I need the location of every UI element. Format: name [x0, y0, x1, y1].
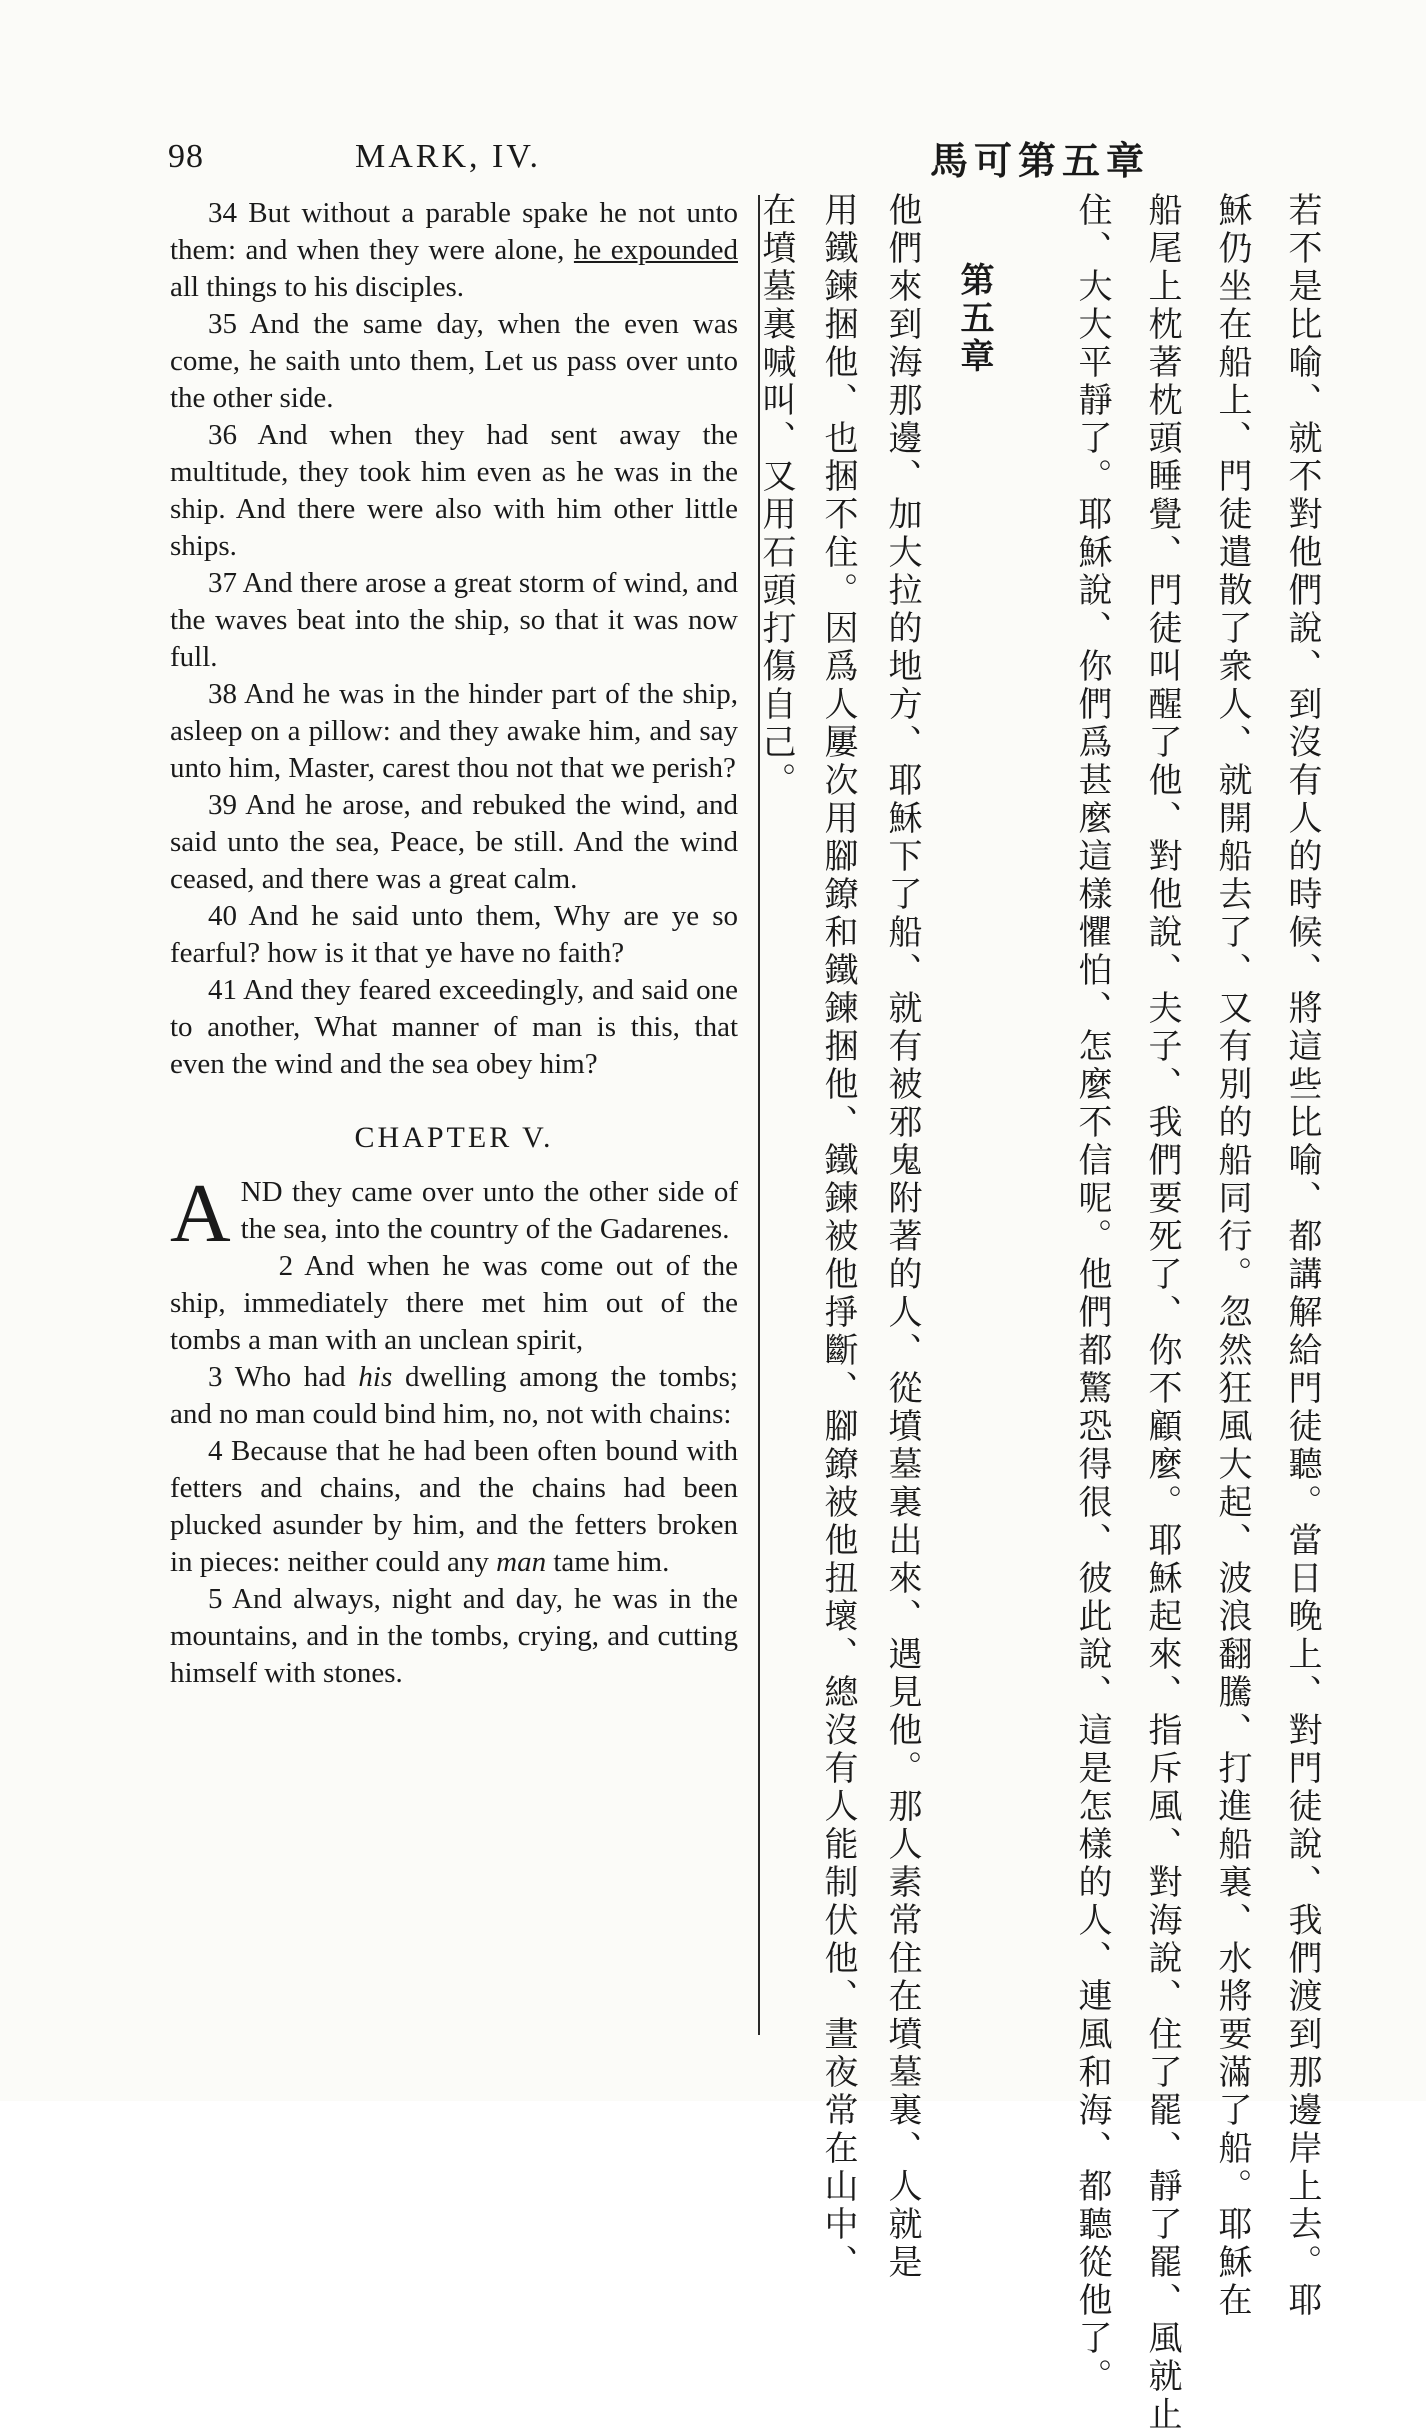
- drop-cap: A: [170, 1167, 231, 1260]
- chinese-column-7: 在墳墓裏喊叫、又用石頭打傷自己。: [756, 192, 796, 800]
- verse-2: 2 And when he was come out of the ship, immediately there met him out of the tombs a man with an unclean spirit,: [170, 1250, 738, 1356]
- verse-35: 35 And the same day, when the even was come, he saith unto them, Let us pass over unto the other side.: [170, 308, 738, 414]
- verse-37: 37 And there arose a great storm of wind, and the waves beat into the ship, so that it was now full.: [170, 567, 738, 673]
- chinese-column-5: 他們來到海那邊、加大拉的地方、耶穌下了船、就有被邪鬼附著的人、從墳墓裏出來、遇見他。那人素常住在墳墓裏、人就是: [882, 192, 922, 2282]
- verse-3-italic: his: [358, 1361, 393, 1393]
- verse-1: [170, 1167, 738, 1260]
- chinese-column-6: 用鐵鍊捆他、也捆不住。因爲人屢次用腳鐐和鐵鍊捆他、鐵鍊被他掙斷、腳鐐被他扭壞、總沒有人能制伏他、晝夜常在山中、: [818, 192, 858, 2282]
- chinese-column-3: 船尾上枕著枕頭睡覺、門徒叫醒了他、對他說、夫子、我們要死了、你不顧麼。耶穌起來、指斥風、對海說、住了罷、靜了罷、風就止: [1142, 192, 1182, 2434]
- verse-34: [170, 195, 738, 306]
- verse-38: 38 And he was in the hinder part of the ship, asleep on a pillow: and they awake him, and say unto him, Master, carest thou not that we perish?: [170, 678, 738, 784]
- chinese-column-2: 穌仍坐在船上、門徒遣散了衆人、就開船去了、又有別的船同行。忽然狂風大起、波浪翻騰、打進船裏、水將要滿了船。耶穌在: [1212, 192, 1252, 2320]
- chinese-column-1: 若不是比喻、就不對他們說、到沒有人的時候、將這些比喻、都講解給門徒聽。當日晚上、對門徒說、我們渡到那邊岸上去。耶: [1282, 192, 1322, 2320]
- verse-34-underlined: he expounded: [573, 234, 738, 266]
- verse-34-end: all things to his disciples.: [170, 271, 465, 303]
- verse-4-text: 4 Because that he had been often bound with fetters and chains, and the chains had been plucked asunder by him, and the fetters broken in pieces: neither could any: [170, 1435, 738, 1578]
- verse-4-italic: man: [496, 1546, 547, 1578]
- verse-3: [170, 1359, 738, 1433]
- verse-4-end: tame him.: [553, 1546, 670, 1578]
- running-title: MARK, IV.: [355, 138, 542, 175]
- verse-41: 41 And they feared exceedingly, and said one to another, What manner of man is this, that even the wind and the sea obey him?: [170, 974, 738, 1080]
- chapter-heading: CHAPTER V.: [354, 1121, 554, 1154]
- chinese-running-title: 馬可第五章: [930, 139, 1151, 183]
- verse-34-text: 34 But without a parable spake he not unto them: and when they were alone,: [170, 197, 738, 266]
- chinese-column-4: 住、大大平靜了。耶穌說、你們爲甚麼這樣懼怕、怎麼不信呢。他們都驚恐得很、彼此說、這是怎樣的人、連風和海、都聽從他了。: [1072, 192, 1112, 2396]
- verse-39: 39 And he arose, and rebuked the wind, and said unto the sea, Peace, be still. And the wind ceased, and there was a great calm.: [170, 789, 738, 895]
- chinese-chapter-heading: 第五章: [954, 262, 994, 376]
- chinese-text-column: [756, 192, 1340, 2434]
- verse-4: [170, 1433, 738, 1581]
- verse-1-text: ND they came over unto the other side of the sea, into the country of the Gadarenes.: [240, 1176, 738, 1245]
- verse-40: 40 And he said unto them, Why are ye so fearful? how is it that ye have no faith?: [170, 900, 738, 969]
- page-number: 98: [168, 138, 204, 175]
- verse-3-start: 3 Who had: [208, 1361, 346, 1393]
- verse-36: 36 And when they had sent away the multitude, they took him even as he was in the ship. And there were also with him other little ships.: [170, 419, 738, 562]
- verse-5: 5 And always, night and day, he was in the mountains, and in the tombs, crying, and cutting himself with stones.: [170, 1583, 738, 1689]
- verse-3-end: dwelling among the tombs; and no man could bind him, no, not with chains:: [170, 1361, 738, 1430]
- english-text-column: [170, 195, 738, 2035]
